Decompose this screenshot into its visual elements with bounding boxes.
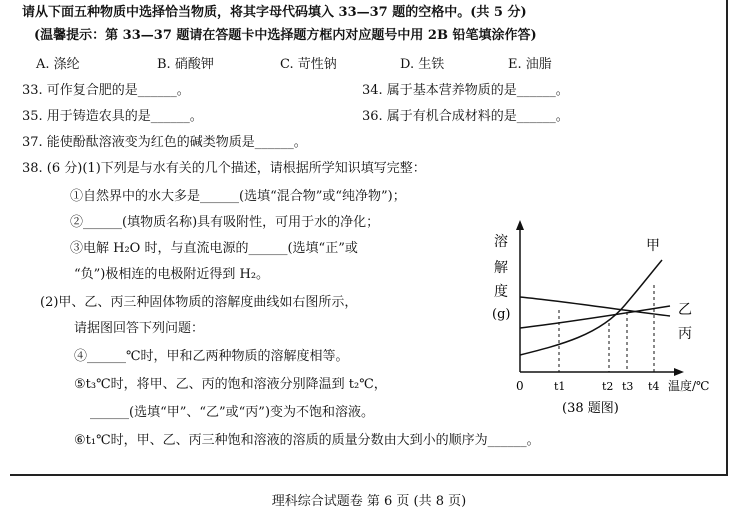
question-38-item-6: ⑥t₁℃时，甲、乙、丙三种饱和溶液的溶质的质量分数由大到小的顺序为______。 <box>74 433 540 448</box>
y-unit: (g) <box>492 307 511 322</box>
option-c: C. 苛性钠 <box>280 57 337 72</box>
x-tick-t3: t3 <box>622 380 634 393</box>
y-label-char-2: 解 <box>494 260 508 276</box>
page-footer: 理科综合试题卷 第 6 页 (共 8 页) <box>271 494 467 509</box>
question-38-part-2b: 请据图回答下列问题： <box>74 321 205 336</box>
question-38-item-2: ②______(填物质名称)具有吸附性，可用于水的净化； <box>70 215 380 230</box>
question-38-item-3a: ③电解 H₂O 时，与直流电源的______(选填“正”或 <box>70 241 358 256</box>
question-36: 36. 属于有机合成材料的是______。 <box>362 109 569 124</box>
option-b: B. 硝酸钾 <box>157 57 214 72</box>
option-a: A. 涤纶 <box>36 57 80 72</box>
question-33: 33. 可作复合肥的是______。 <box>22 83 190 98</box>
y-label-char-1: 溶 <box>494 234 508 250</box>
question-38-part-2a: (2)甲、乙、丙三种固体物质的溶解度曲线如右图所示， <box>40 295 358 310</box>
option-d: D. 生铁 <box>400 57 445 72</box>
y-label-char-3: 度 <box>494 284 508 300</box>
question-38-intro: 38. (6 分)(1)下列是与水有关的几个描述，请根据所学知识填写完整： <box>22 161 426 176</box>
question-38-item-5b: ______(选填“甲”、“乙”或“丙”)变为不饱和溶液。 <box>90 405 375 420</box>
series-label-yi: 乙 <box>678 302 692 318</box>
x-tick-t1: t1 <box>554 380 566 393</box>
origin-label: 0 <box>516 379 524 393</box>
section-instruction: 请从下面五种物质中选择恰当物质，将其字母代码填入 33—37 题的空格中。(共 5 分) <box>22 5 527 20</box>
section-tip: (温馨提示：第 33—37 题请在答题卡中选择题方框内对应题号中用 2B 铅笔填涂作答) <box>34 28 537 43</box>
chart-caption: (38 题图) <box>562 401 619 416</box>
question-38-item-3b: “负”)极相连的电极附近得到 H₂。 <box>74 267 270 282</box>
question-38-item-5a: ⑤t₃℃时，将甲、乙、丙的饱和溶液分别降温到 t₂℃， <box>74 377 387 392</box>
x-tick-t2: t2 <box>602 380 614 393</box>
x-tick-t4: t4 <box>648 380 660 393</box>
x-label: 温度/℃ <box>668 379 710 393</box>
question-38-item-1: ①自然界中的水大多是______(选填“混合物”或“纯净物”)； <box>70 189 406 204</box>
question-37: 37. 能使酚酞溶液变为红色的碱类物质是______。 <box>22 135 307 150</box>
series-label-jia: 甲 <box>646 238 660 254</box>
series-label-bing: 丙 <box>678 326 692 342</box>
option-e: E. 油脂 <box>508 57 552 72</box>
question-38-item-4: ④______℃时，甲和乙两种物质的溶解度相等。 <box>74 349 349 364</box>
question-35: 35. 用于铸造农具的是______。 <box>22 109 203 124</box>
question-34: 34. 属于基本营养物质的是______。 <box>362 83 569 98</box>
